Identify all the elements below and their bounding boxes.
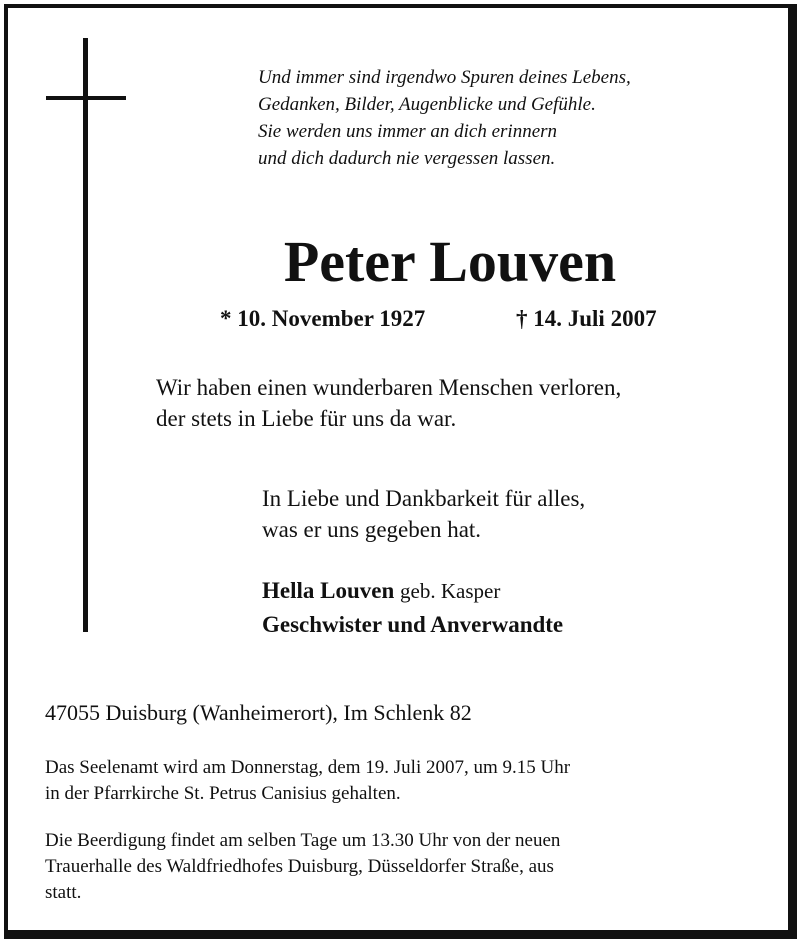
deceased-name: Peter Louven	[283, 229, 617, 294]
widow-name: Hella Louven	[262, 578, 395, 603]
poem	[258, 64, 631, 172]
thanks-line: In Liebe und Dankbarkeit für alles,	[262, 486, 586, 511]
poem-line: und dich dadurch nie vergessen lassen.	[258, 148, 556, 169]
message-line: der stets in Liebe für uns da war.	[156, 406, 457, 431]
funeral-line: statt.	[45, 882, 82, 903]
funeral-notice	[45, 828, 560, 906]
requiem-line: in der Pfarrkirche St. Petrus Canisius gehalten.	[45, 783, 401, 804]
cross-icon	[83, 38, 88, 632]
poem-line: Und immer sind irgendwo Spuren deines Lebens,	[258, 67, 631, 88]
poem-line: Sie werden uns immer an dich erinnern	[258, 121, 558, 142]
cross-icon-bar	[46, 96, 126, 100]
relatives: Geschwister und Anverwandte	[262, 612, 564, 637]
message-line: Wir haben einen wunderbaren Menschen verloren,	[156, 375, 622, 400]
message	[156, 372, 621, 434]
thanks	[262, 483, 585, 545]
signatories	[262, 574, 563, 641]
address: 47055 Duisburg (Wanheimerort), Im Schlenk 82	[45, 700, 472, 725]
deceased-name-row	[0, 228, 800, 295]
requiem-notice	[45, 755, 570, 807]
death-date: † 14. Juli 2007	[516, 306, 657, 331]
poem-line: Gedanken, Bilder, Augenblicke und Gefühle.	[258, 94, 596, 115]
funeral-line: Trauerhalle des Waldfriedhofes Duisburg, Düsseldorfer Straße, aus	[45, 856, 554, 877]
requiem-line: Das Seelenamt wird am Donnerstag, dem 19. Juli 2007, um 9.15 Uhr	[45, 757, 571, 778]
funeral-line: Die Beerdigung findet am selben Tage um 13.30 Uhr von der neuen	[45, 830, 561, 851]
birth-date: * 10. November 1927	[220, 306, 426, 331]
thanks-line: was er uns gegeben hat.	[262, 517, 482, 542]
widow-maiden-name: geb. Kasper	[400, 579, 501, 603]
